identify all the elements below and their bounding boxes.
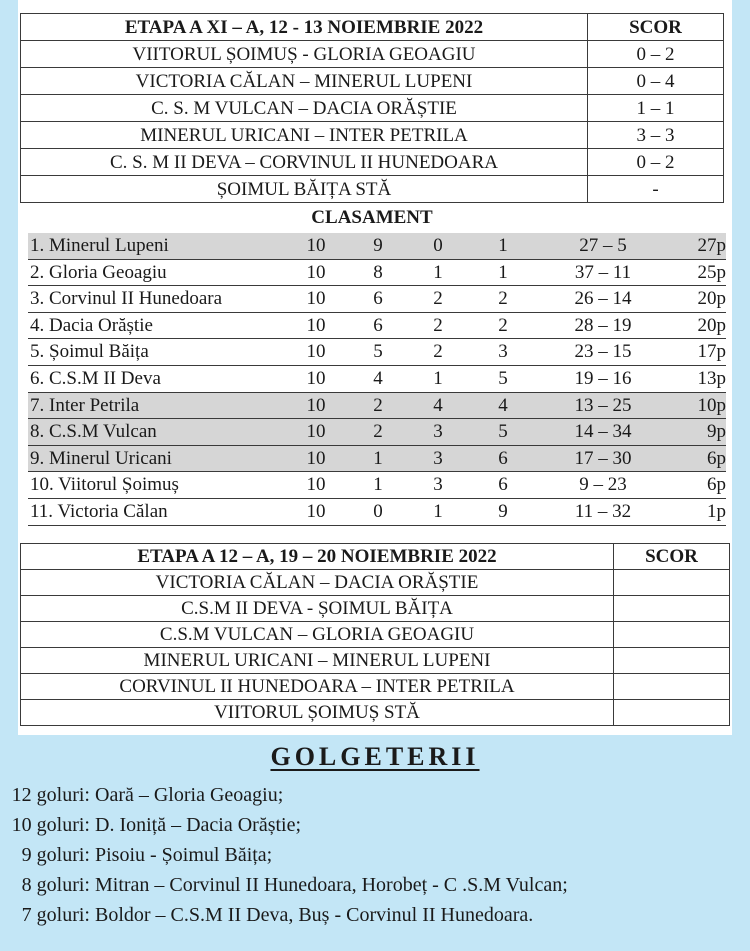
scorer-names: D. Ioniță – Dacia Orăștie; bbox=[95, 814, 302, 836]
standings-row bbox=[28, 419, 726, 446]
score-cell: 3 – 3 bbox=[588, 122, 724, 149]
match-cell: MINERUL URICANI – INTER PETRILA bbox=[21, 122, 588, 149]
match-cell: VICTORIA CĂLAN – MINERUL LUPENI bbox=[21, 68, 588, 95]
table-row bbox=[21, 648, 730, 674]
lost-count: 6 bbox=[498, 447, 508, 469]
match-cell: MINERUL URICANI – MINERUL LUPENI bbox=[21, 648, 614, 674]
goal-difference: 17 – 30 bbox=[574, 447, 632, 469]
lost-count: 5 bbox=[498, 421, 508, 443]
standings-row bbox=[28, 260, 726, 287]
scorer-line bbox=[0, 780, 740, 810]
goal-difference: 11 – 32 bbox=[574, 500, 632, 522]
points: 1p bbox=[707, 500, 726, 522]
score-cell bbox=[614, 570, 730, 596]
won-count: 8 bbox=[373, 261, 383, 283]
table-row bbox=[21, 596, 730, 622]
drawn-count: 1 bbox=[433, 500, 443, 522]
team-name: 11. Victoria Călan bbox=[30, 500, 168, 522]
won-count: 9 bbox=[373, 235, 383, 256]
lost-count: 3 bbox=[498, 341, 508, 363]
won-count: 2 bbox=[373, 394, 383, 416]
lost-count: 9 bbox=[498, 500, 508, 522]
standings-row bbox=[28, 286, 726, 313]
standings-table bbox=[28, 233, 726, 526]
played-count: 10 bbox=[306, 341, 326, 363]
goal-difference: 28 – 19 bbox=[574, 314, 632, 336]
score-cell: 0 – 2 bbox=[588, 149, 724, 176]
round-header: ETAPA A 12 – A, 19 – 20 NOIEMBRIE 2022 bbox=[21, 544, 614, 570]
team-name: 4. Dacia Orăștie bbox=[30, 314, 153, 336]
score-cell: - bbox=[588, 176, 724, 203]
won-count: 1 bbox=[373, 474, 383, 496]
won-count: 2 bbox=[373, 421, 383, 443]
round-header: ETAPA A XI – A, 12 - 13 NOIEMBRIE 2022 bbox=[21, 14, 588, 41]
drawn-count: 3 bbox=[433, 447, 443, 469]
lost-count: 4 bbox=[498, 394, 508, 416]
scorer-names: Boldor – C.S.M II Deva, Buș - Corvinul II Hunedoara. bbox=[95, 904, 534, 926]
score-header: SCOR bbox=[588, 14, 724, 41]
won-count: 6 bbox=[373, 288, 383, 310]
scorer-line bbox=[0, 900, 740, 930]
won-count: 6 bbox=[373, 314, 383, 336]
score-cell: 1 – 1 bbox=[588, 95, 724, 122]
goal-difference: 14 – 34 bbox=[574, 421, 632, 443]
lost-count: 1 bbox=[498, 261, 508, 283]
goal-count: 9 goluri: bbox=[21, 844, 90, 866]
drawn-count: 2 bbox=[433, 314, 443, 336]
standings-row bbox=[28, 313, 726, 340]
scorer-line bbox=[0, 870, 740, 900]
points: 20p bbox=[697, 288, 726, 310]
lost-count: 6 bbox=[498, 474, 508, 496]
table-row bbox=[21, 149, 724, 176]
points: 17p bbox=[697, 341, 726, 363]
won-count: 0 bbox=[373, 500, 383, 522]
match-cell: CORVINUL II HUNEDOARA – INTER PETRILA bbox=[21, 674, 614, 700]
score-header: SCOR bbox=[614, 544, 730, 570]
standings-row bbox=[28, 339, 726, 366]
match-cell: VICTORIA CĂLAN – DACIA ORĂȘTIE bbox=[21, 570, 614, 596]
scorer-names: Mitran – Corvinul II Hunedoara, Horobeț - C .S.M Vulcan; bbox=[95, 874, 568, 896]
standings-row bbox=[28, 499, 726, 526]
lost-count: 2 bbox=[498, 288, 508, 310]
match-cell: C.S.M VULCAN – GLORIA GEOAGIU bbox=[21, 622, 614, 648]
won-count: 4 bbox=[373, 367, 383, 389]
played-count: 10 bbox=[306, 314, 326, 336]
goal-difference: 26 – 14 bbox=[574, 288, 632, 310]
played-count: 10 bbox=[306, 394, 326, 416]
team-name: 9. Minerul Uricani bbox=[30, 447, 172, 469]
team-name: 6. C.S.M II Deva bbox=[30, 367, 161, 389]
team-name: 5. Șoimul Băița bbox=[30, 341, 149, 363]
lost-count: 5 bbox=[498, 367, 508, 389]
match-cell: C. S. M II DEVA – CORVINUL II HUNEDOARA bbox=[21, 149, 588, 176]
scorer-line bbox=[0, 810, 740, 840]
team-name: 2. Gloria Geoagiu bbox=[30, 261, 167, 283]
standings-title: CLASAMENT bbox=[311, 207, 433, 228]
table-row bbox=[21, 176, 724, 203]
team-name: 7. Inter Petrila bbox=[30, 394, 140, 416]
goal-difference: 9 – 23 bbox=[579, 474, 627, 496]
played-count: 10 bbox=[306, 261, 326, 283]
goal-count: 10 goluri: bbox=[11, 814, 90, 836]
goal-difference: 23 – 15 bbox=[574, 341, 632, 363]
match-cell: ȘOIMUL BĂIȚA STĂ bbox=[21, 176, 588, 203]
played-count: 10 bbox=[306, 235, 326, 256]
standings-row bbox=[28, 366, 726, 393]
points: 6p bbox=[707, 447, 726, 469]
points: 13p bbox=[697, 367, 726, 389]
table-row bbox=[21, 570, 730, 596]
scorer-names: Pisoiu - Șoimul Băița; bbox=[95, 844, 273, 866]
top-scorers-list bbox=[0, 780, 740, 930]
points: 10p bbox=[697, 394, 726, 416]
scorer-line bbox=[0, 840, 740, 870]
drawn-count: 2 bbox=[433, 341, 443, 363]
points: 25p bbox=[697, 261, 726, 283]
standings-row bbox=[28, 472, 726, 499]
points: 9p bbox=[707, 421, 726, 443]
goal-difference: 13 – 25 bbox=[574, 394, 632, 416]
drawn-count: 1 bbox=[433, 367, 443, 389]
drawn-count: 0 bbox=[433, 235, 443, 256]
table-row bbox=[21, 41, 724, 68]
goal-difference: 37 – 11 bbox=[574, 261, 632, 283]
standings-row bbox=[28, 393, 726, 420]
table-row bbox=[21, 68, 724, 95]
drawn-count: 2 bbox=[433, 288, 443, 310]
round-12-fixtures-table bbox=[20, 543, 730, 726]
top-scorers-title bbox=[0, 742, 750, 772]
goal-count: 8 goluri: bbox=[21, 874, 90, 896]
points: 27p bbox=[697, 235, 726, 256]
goal-difference: 27 – 5 bbox=[579, 235, 627, 256]
lost-count: 2 bbox=[498, 314, 508, 336]
score-cell bbox=[614, 596, 730, 622]
points: 20p bbox=[697, 314, 726, 336]
drawn-count: 3 bbox=[433, 421, 443, 443]
score-cell bbox=[614, 622, 730, 648]
points: 6p bbox=[707, 474, 726, 496]
won-count: 5 bbox=[373, 341, 383, 363]
match-cell: C. S. M VULCAN – DACIA ORĂȘTIE bbox=[21, 95, 588, 122]
lost-count: 1 bbox=[498, 235, 508, 256]
standings-row bbox=[28, 446, 726, 473]
played-count: 10 bbox=[306, 500, 326, 522]
score-cell: 0 – 2 bbox=[588, 41, 724, 68]
score-cell: 0 – 4 bbox=[588, 68, 724, 95]
goal-count: 12 goluri: bbox=[11, 784, 90, 806]
score-cell bbox=[614, 700, 730, 726]
table-row bbox=[21, 122, 724, 149]
table-row bbox=[21, 674, 730, 700]
table-row bbox=[21, 700, 730, 726]
table-header-row bbox=[21, 14, 724, 41]
match-cell: VIITORUL ȘOIMUȘ - GLORIA GEOAGIU bbox=[21, 41, 588, 68]
team-name: 8. C.S.M Vulcan bbox=[30, 421, 157, 443]
table-row bbox=[21, 95, 724, 122]
played-count: 10 bbox=[306, 421, 326, 443]
table-header-row bbox=[21, 544, 730, 570]
score-cell bbox=[614, 674, 730, 700]
team-name: 1. Minerul Lupeni bbox=[30, 235, 169, 256]
played-count: 10 bbox=[306, 474, 326, 496]
played-count: 10 bbox=[306, 367, 326, 389]
round-11-results-table bbox=[20, 13, 724, 203]
won-count: 1 bbox=[373, 447, 383, 469]
scorer-names: Oară – Gloria Geoagiu; bbox=[95, 784, 284, 806]
team-name: 3. Corvinul II Hunedoara bbox=[30, 288, 223, 310]
top-scorers-title-text: GOLGETERII bbox=[270, 742, 480, 771]
score-cell bbox=[614, 648, 730, 674]
table-row bbox=[21, 622, 730, 648]
drawn-count: 1 bbox=[433, 261, 443, 283]
drawn-count: 4 bbox=[433, 394, 443, 416]
played-count: 10 bbox=[306, 447, 326, 469]
goal-count: 7 goluri: bbox=[21, 904, 90, 926]
standings-row bbox=[28, 233, 726, 260]
drawn-count: 3 bbox=[433, 474, 443, 496]
played-count: 10 bbox=[306, 288, 326, 310]
goal-difference: 19 – 16 bbox=[574, 367, 632, 389]
team-name: 10. Viitorul Șoimuș bbox=[30, 474, 179, 496]
match-cell: VIITORUL ȘOIMUȘ STĂ bbox=[21, 700, 614, 726]
match-cell: C.S.M II DEVA - ȘOIMUL BĂIȚA bbox=[21, 596, 614, 622]
